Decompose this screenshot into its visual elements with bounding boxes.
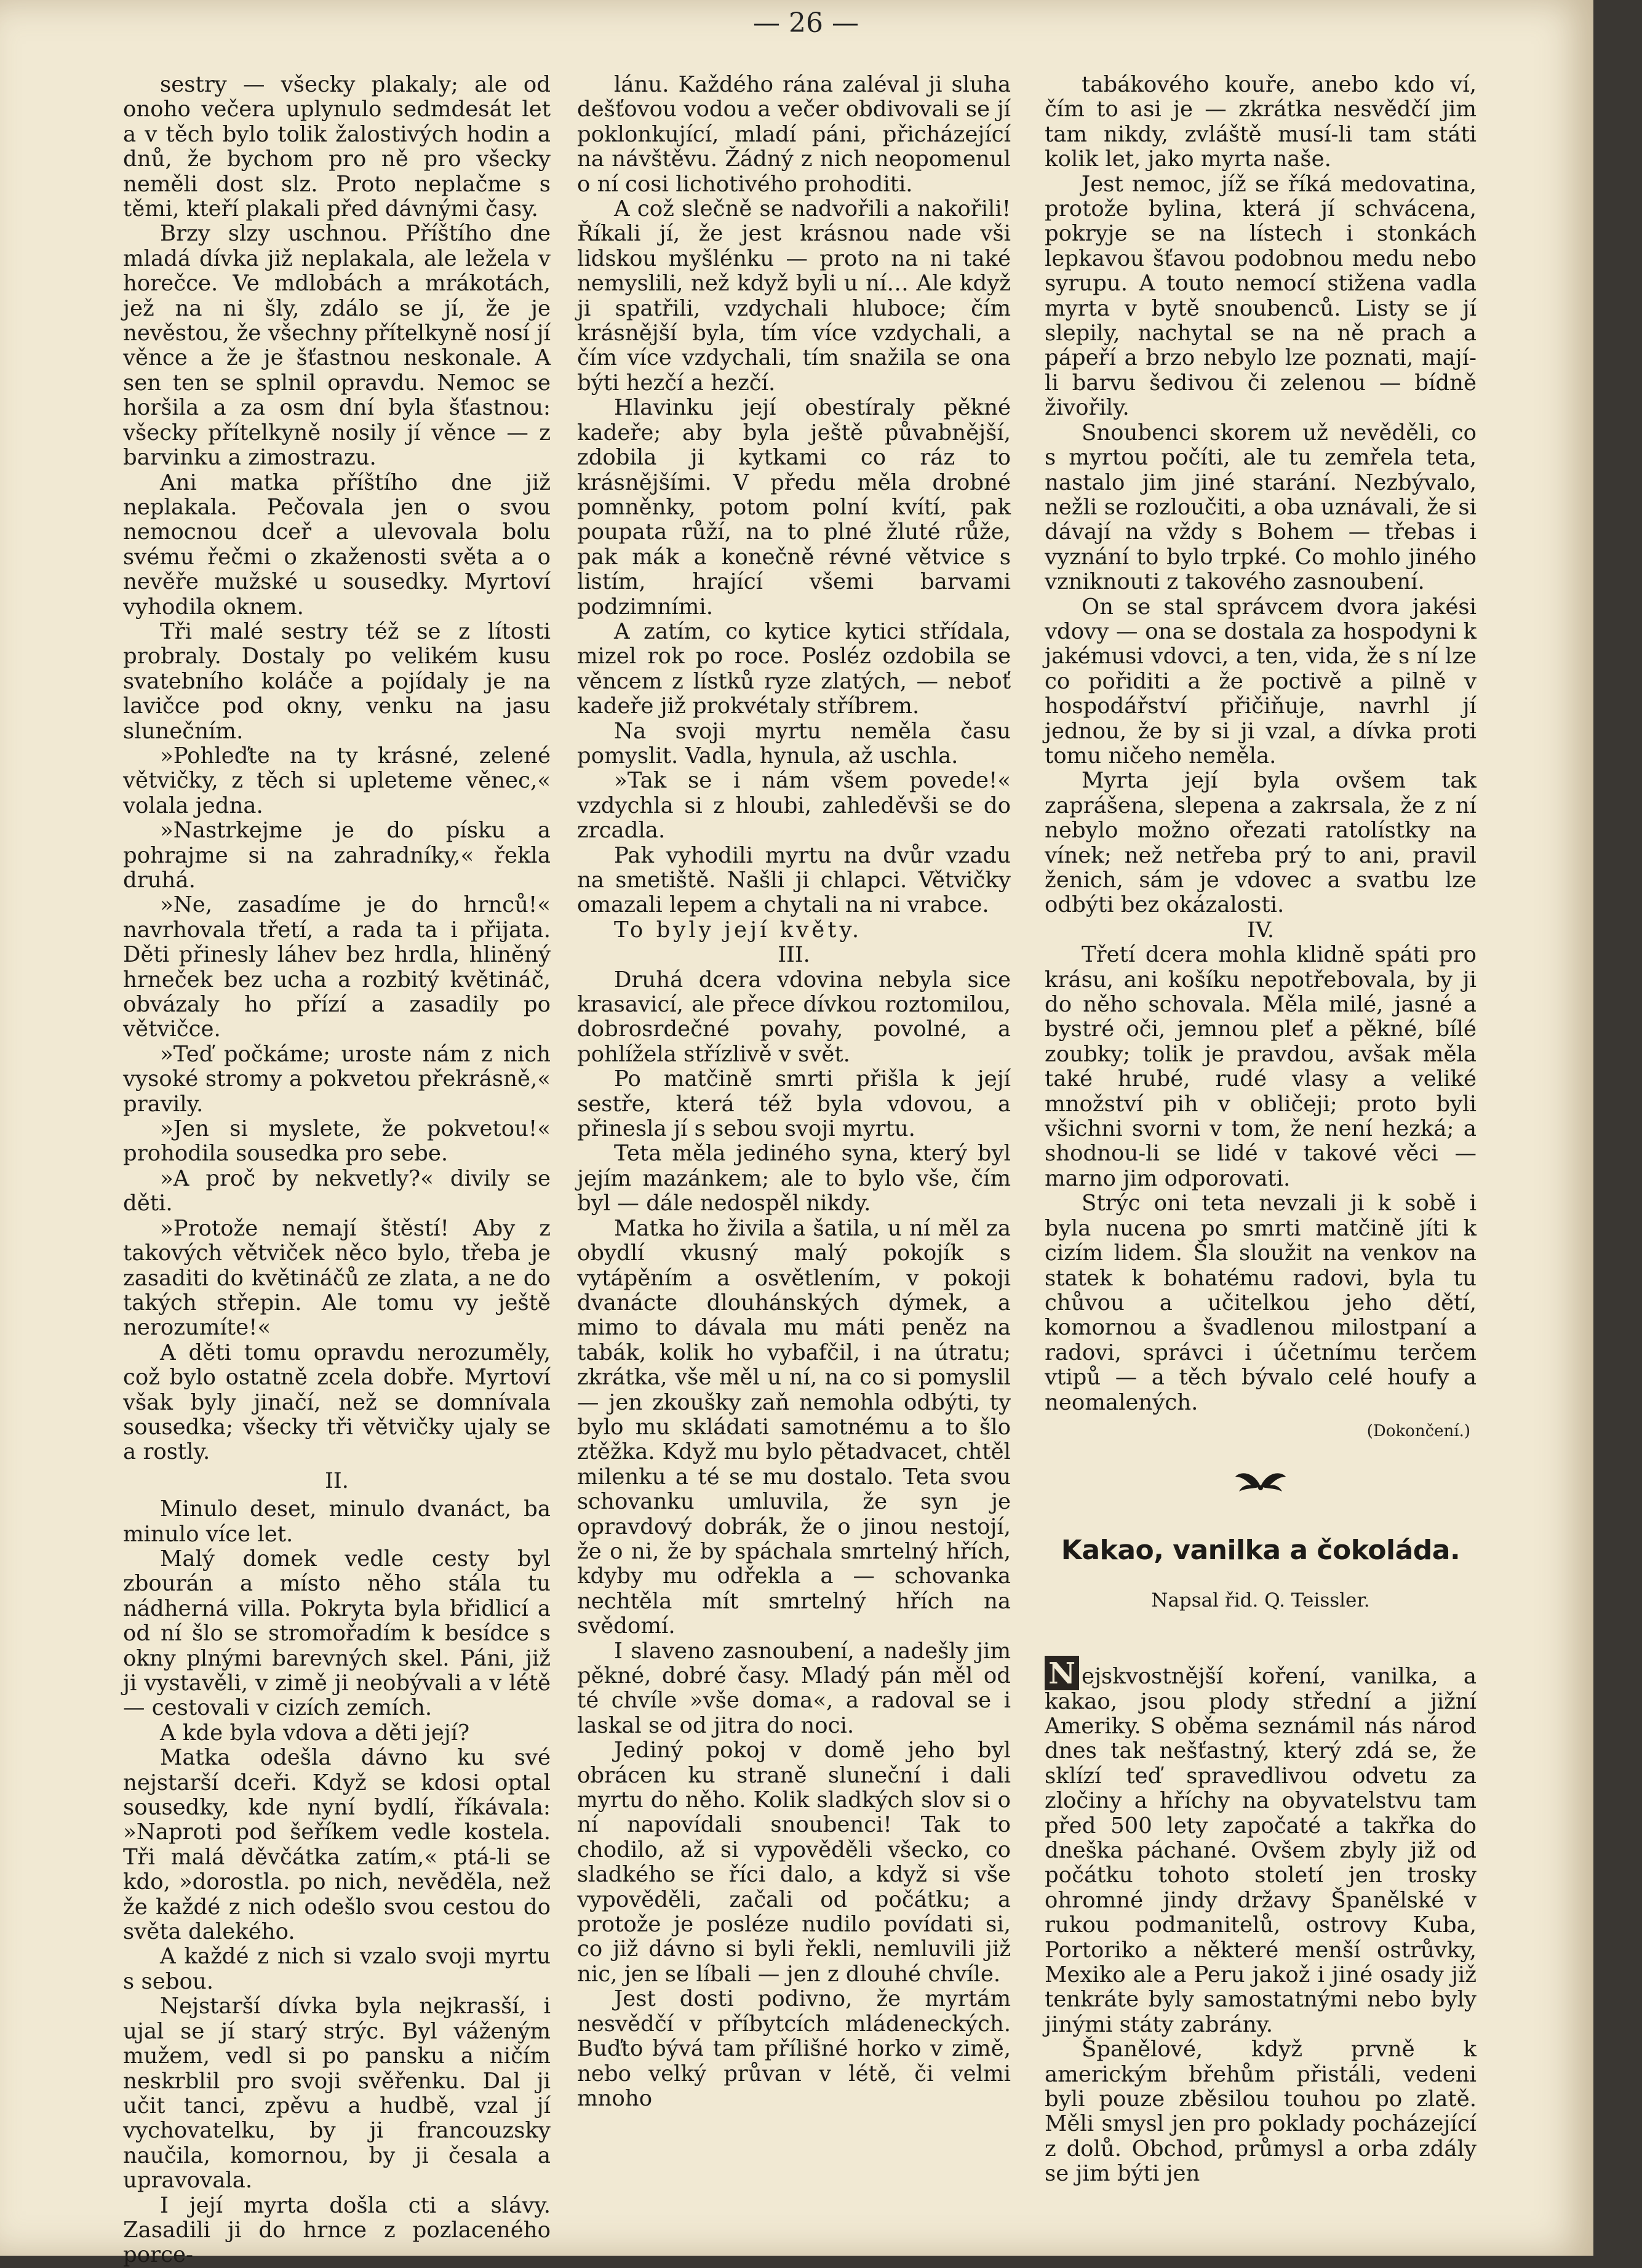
paragraph: Hlavinku její obestíraly pěkné kadeře; aby byla ještě půvabnější, zdobila ji kytkami co ráz to krásnějšími. V předu měla drobné pomněnky, potom polní kvítí, pak poupata růží, na to plné žluté růže, pak mák a konečně révné větvice s listím, hrající všemi barvami podzimními.: [577, 395, 1011, 620]
to-be-continued-note: (Dokončení.): [1366, 1421, 1470, 1440]
paragraph: Teta měla jediného syna, který byl jejím mazánkem; ale to bylo vše, čím byl — dále nedospěl nikdy.: [577, 1141, 1011, 1216]
paragraph: »Pohleďte na ty krásné, zelené větvičky, z těch si upleteme věnec,« volala jedna.: [123, 743, 551, 818]
paragraph: »Nastrkejme je do písku a pohrajme si na zahradníky,« řekla druhá.: [123, 818, 551, 893]
paragraph: sestry — všecky plakaly; ale od onoho večera uplynulo sedmdesát let a v těch bylo tolik žalostivých hodin a dnů, že bychom pro ně pro všecky neměli dost slz. Proto neplačme s těmi, kteří plakali před dávnými časy.: [123, 72, 551, 222]
paragraph-text: ejskvostnější koření, vanilka, a kakao, jsou plody střední a jižní Ameriky. S oběma seznámil nás národ dnes tak nešťastný, který zdá se, že sklízí teď spravedlivou odvetu za zločiny a hříchy na obyvatelstvu tam před 500 lety započaté a takřka do dneška páchané. Ovšem zbyly již od počátku tohoto století jen trosky ohromné jindy državy Španělské v rukou podmanitelů, ostrovy Kuba, Portoriko a některé menší ostrůvky, Mexiko ale a Peru jakož i jiné osady již tenkráte byly samostatnými nebo byly jinými státy zabrány.: [1045, 1664, 1477, 2037]
byline: Napsal řid. Q. Teissler.: [1151, 1589, 1370, 1611]
paragraph: »Tak se i nám všem povede!« vzdychla si z hloubi, zahleděvši se do zrcadla.: [577, 768, 1011, 844]
paragraph: tabákového kouře, anebo kdo ví, čím to asi je — zkrátka nesvědčí jim tam nikdy, zvláště musí-li tam státi kolik let, jako myrta naše.: [1045, 72, 1477, 172]
paragraph: Brzy slzy uschnou. Příštího dne mladá dívka již neplakala, ale ležela v horečce. Ve mdlobách a mrákotách, jež na ni šly, zdálo se jí, že je nevěstou, že všechny přítelkyně nosí jí věnce a že je šťastnou neskonale. A sen ten se splnil opravdu. Nemoc se horšila a za osm dní byla šťastnou: všecky přítelkyně nosily jí věnce — z barvinku a zimostrazu.: [123, 221, 551, 471]
paragraph: A zatím, co kytice kytici střídala, mizel rok po roce. Posléz ozdobila se věncem z lístků ryze zlatých, — neboť kadeře již prokvétaly stříbrem.: [577, 618, 1011, 719]
column-1: [123, 73, 551, 2268]
paragraph: Na svoji myrtu neměla času pomyslit. Vadla, hynula, až uschla.: [577, 718, 1011, 769]
paragraph: Španělové, když prvně k americkým břehům přistáli, vedeni byli pouze zběsilou touhou po zlatě. Měli smysl jen pro poklady pocházející z dolů. Obchod, průmysl a orba zdály se jim býti jen: [1045, 2037, 1477, 2187]
dropcap: N: [1045, 1656, 1079, 1690]
paragraph: Strýc oni teta nevzali ji k sobě i byla nucena po smrti matčině jíti k cizím lidem. Šla sloužit na venkov na statek k bohatému radovi, byla tu chůvou a učitelkou jeho dětí, komornou a švadlenou milostpaní a radovi, správci i účetnímu terčem vtipů — a těch bývalo celé houfy a neomalených.: [1045, 1191, 1477, 1415]
paragraph: Snoubenci skorem už nevěděli, co s myrtou počíti, ale tu zemřela teta, nastalo jim jiné starání. Nezbývalo, nežli se rozloučiti, a oba uznávali, že si dávají na vždy s Bohem — třebas i vyznání to bylo trpké. Co mohlo jiného vzniknouti z takového zasnoubení.: [1045, 420, 1477, 595]
paragraph: »Jen si myslete, že pokvetou!« prohodila sousedka pro sebe.: [123, 1116, 551, 1167]
paragraph: Nejstarší dívka byla nejkrasší, i ujal se jí starý strýc. Byl váženým mužem, vedl si po pansku a ničím neskrblil pro svoji svěřenku. Dal ji učit tanci, zpěvu a hudbě, vzal jí vychovatelku, by ji francouzsky naučila, komornou, by ji česala a upravovala.: [123, 1994, 551, 2194]
paragraph: Třetí dcera mohla klidně spáti pro krásu, ani košíku nepotřebovala, by ji do něho schovala. Měla milé, jasné a bystré oči, jemnou pleť a pěkné, bílé zoubky; tolik je pravdou, avšak měla také hrubé, rudé vlasy a veliké množství pih v obličeji; proto byli všichni svorni v tom, že není hezká; a shodnou-li se lidé v takové věci — marno jim odporovati.: [1045, 942, 1477, 1191]
section-heading-2: II.: [325, 1468, 349, 1493]
paragraph-with-dropcap: [1045, 1656, 1477, 2037]
paragraph: Jest dosti podivno, že myrtám nesvědčí v příbytcích mládeneckých. Buďto bývá tam přílišné horko v zimě, nebo velký průvan v létě, či velmi mnoho: [577, 1986, 1011, 2111]
paragraph: A každé z nich si vzalo svoji myrtu s sebou.: [123, 1944, 551, 1994]
paragraph: Jediný pokoj v domě jeho byl obrácen ku straně sluneční i dali myrtu do něho. Kolik sladkých slov si o ní napovídali snoubenci! Tak to chodilo, až si vypověděli všecko, co sladkého se říci dalo, a když si vše vypověděli, začali od počátku; a protože je posléze nudilo povídati si, co již dávno si byli řekli, nemluvili již nic, jen se líbali — jen z dlouhé chvíle.: [577, 1738, 1011, 1987]
section-heading-3: III.: [778, 943, 810, 968]
paragraph: I její myrta došla cti a slávy. Zasadili ji do hrnce z pozlaceného porce-: [123, 2192, 551, 2268]
paragraph: A kde byla vdova a děti její?: [160, 1720, 470, 1746]
paragraph: Minulo deset, minulo dvanáct, ba minulo více let.: [123, 1496, 551, 1547]
column-3: [1045, 73, 1477, 2187]
paragraph: »Protože nemají štěstí! Aby z takových větviček něco bylo, třeba je zasaditi do květináčů ze zlata, a ne do takých střepin. Ale tomu vy ještě nerozumíte!«: [123, 1215, 551, 1341]
paragraph: On se stal správcem dvora jakési vdovy — ona se dostala za hospodyni k jakémusi vdovci, a ten, vida, že s ní lze co pořiditi a že poctivě a pilně v hospodářství přičiňuje, navrhl jí jednou, že by si ji vzal, a dívka proti tomu ničeho neměla.: [1045, 594, 1477, 769]
column-2: [577, 73, 1011, 2111]
paragraph: Tři malé sestry též se z lítosti probraly. Dostaly po velikém kusu svatebního koláče a pojídaly je na lavičce pod okny, venku na jasu slunečním.: [123, 618, 551, 744]
ornament-icon: [1233, 1468, 1288, 1495]
page-number: — 26 —: [753, 7, 859, 39]
paragraph: A což slečně se nadvořili a nakořili! Říkali jí, že jest krásnou nade vši lidskou myšlénku — proto na ni také nemyslili, než když byli u ní… Ale když ji spatřili, vzdychali hluboce; čím krásnější byla, tím více vzdychali, a čím více vzdychali, tím snažila se ona býti hezčí a hezčí.: [577, 196, 1011, 396]
spaced-sentence: To byly její květy.: [614, 917, 863, 943]
paragraph: I slaveno zasnoubení, a nadešly jim pěkné, dobré časy. Mladý pán měl od té chvíle »vše doma«, a radoval se i laskal se od jitra do noci.: [577, 1638, 1011, 1738]
paragraph: »Ne, zasadíme je do hrnců!« navrhovala třetí, a rada ta i přijata. Děti přinesly láhev bez hrdla, hliněný hrneček bez ucha a rozbitý květináč, obvázaly ho přízí a zasadily po větvičce.: [123, 892, 551, 1042]
paragraph: lánu. Každého rána zaléval ji sluha dešťovou vodou a večer obdivovali se jí poklonkující, mladí páni, přicházející na návštěvu. Žádný z nich neopomenul o ní cosi lichotivého prohoditi.: [577, 72, 1011, 197]
paragraph: Malý domek vedle cesty byl zbourán a místo něho stála tu nádherná villa. Pokryta byla břidlicí a od ní šlo se stromořadím k besídce s okny plnými barevných skel. Páni, již ji vystavěli, v zimě ji neobývali a v létě — cestovali v cizích zemích.: [123, 1546, 551, 1721]
paragraph: Pak vyhodili myrtu na dvůr vzadu na smetiště. Našli ji chlapci. Větvičky omazali lepem a chytali na ni vrabce.: [577, 842, 1011, 918]
article-title: Kakao, vanilka a čokoláda.: [1061, 1535, 1461, 1567]
paragraph: Myrta její byla ovšem tak zaprášena, slepena a zakrsala, že z ní nebylo možno ořezati ratolístky na vínek; než netřeba prý to ani, pravil ženich, sám je vdovec a svatbu lze odbýti bez okázalosti.: [1045, 768, 1477, 918]
paragraph: Matka ho živila a šatila, u ní měl za obydlí vkusný malý pokojík s vytápěním a osvětlením, v pokoji dvanácte dlouhánských dýmek, a mimo to dávala mu máti peněz na tabák, kolik ho vybafčil, i na útratu; zkrátka, vše měl u ní, na co si pomyslil — jen zkoušky zaň nemohla odbýti, ty bylo mu skládati samotnému a to šlo ztěžka. Když mu bylo pětadvacet, chtěl milenku a té se mu dostalo. Teta svou schovanku umluvila, že syn je opravdový dobrák, že o jinou nestojí, že o ni, že by spáchala smrtelný hřích, kdyby mu odřekla a — schovanka nechtěla mít smrtelný hřích na svědomí.: [577, 1215, 1011, 1639]
paragraph: »Teď počkáme; uroste nám z nich vysoké stromy a pokvetou překrásně,« pravily.: [123, 1041, 551, 1117]
paragraph: »A proč by nekvetly?« divily se děti.: [123, 1165, 551, 1216]
paragraph: Ani matka příštího dne již neplakala. Pečovala jen o svou nemocnou dceř a ulevovala bolu svému řečmi o zkaženosti světa a o nevěře mužské u sousedky. Myrtoví vyhodila oknem.: [123, 469, 551, 620]
section-heading-4: IV.: [1246, 917, 1275, 943]
paragraph: Po matčině smrti přišla k její sestře, která též byla vdovou, a přinesla jí s sebou svoji myrtu.: [577, 1066, 1011, 1142]
paragraph: Jest nemoc, jíž se říká medovatina, protože bylina, která jí schvácena, pokryje se na lístech i stonkách lepkavou šťavou podobnou medu nebo syrupu. A touto nemocí stižena vadla myrta v bytě snoubenců. Listy se jí slepily, nachytal se na ně prach a pápeří a brzo nebylo lze poznati, mají-li barvu šedivou či zelenou — bídně živořily.: [1045, 171, 1477, 421]
paragraph: Matka odešla dávno ku své nejstarší dceři. Když se kdosi optal sousedky, kde nyní bydlí, říkávala: »Naproti pod šeříkem vedle kostela. Tři malá děvčátka zatím,« ptá-li se kdo, »dorostla. po nich, nevěděla, než že každé z nich odešlo svou cestou do světa dalekého.: [123, 1745, 551, 1945]
paragraph: Druhá dcera vdovina nebyla sice krasavicí, ale přece dívkou roztomilou, dobrosrdečné povahy, povolné, a pohlížela střízlivě v svět.: [577, 967, 1011, 1067]
paragraph: A děti tomu opravdu nerozuměly, což bylo ostatně zcela dobře. Myrtoví však byly jinačí, než se domnívala sousedka; všecky tři větvičky ujaly se a rostly.: [123, 1340, 551, 1465]
